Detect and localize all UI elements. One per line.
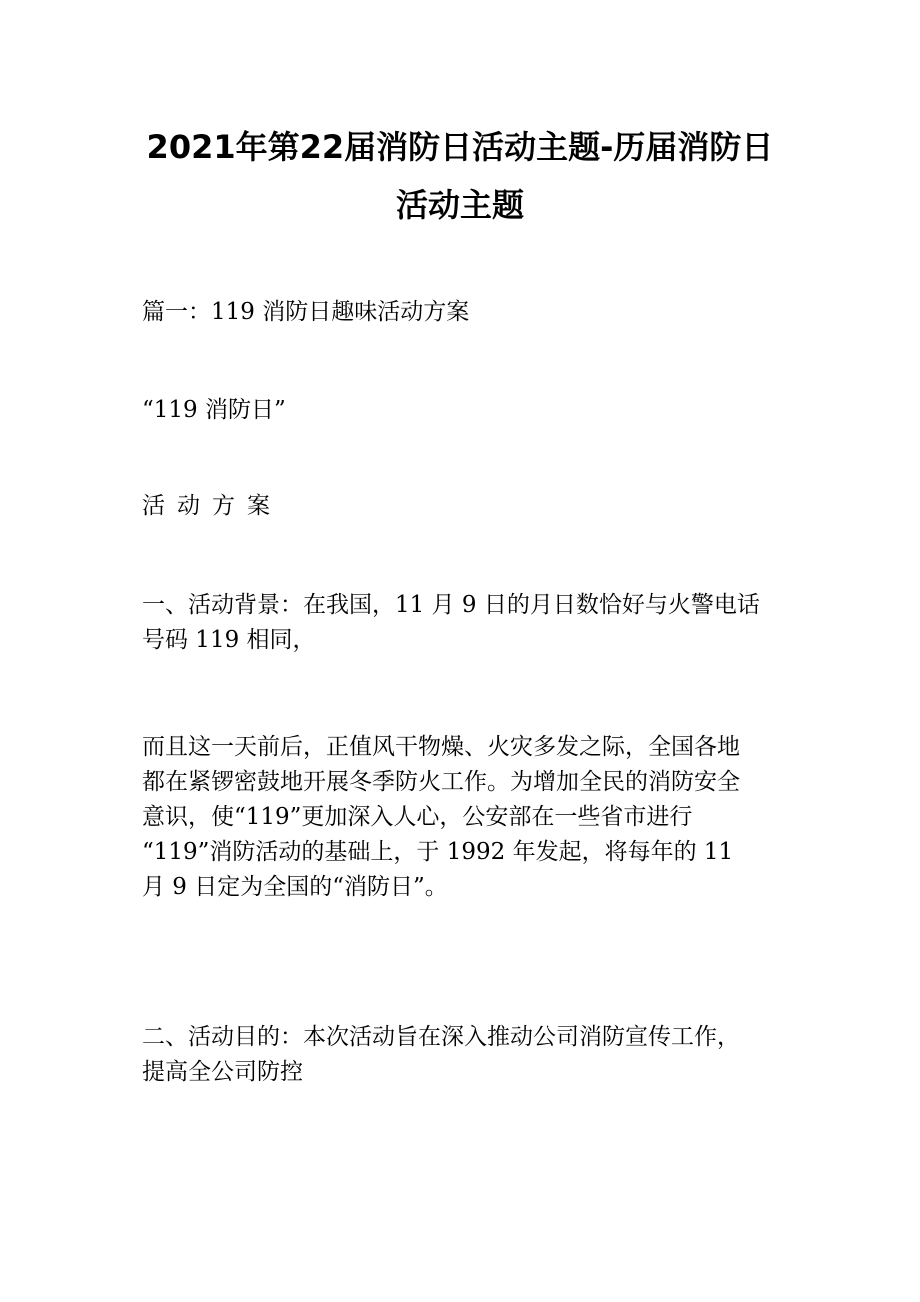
paragraph-line: 号码 119 相同，: [142, 627, 316, 653]
document-title: [60, 118, 860, 234]
paragraph-line: 篇一：119 消防日趣味活动方案: [142, 299, 470, 325]
paragraph-line: “119”消防活动的基础上，于 1992 年发起，将每年的 11: [142, 839, 734, 865]
paragraph-line: 提高全公司防控: [142, 1059, 303, 1085]
paragraph-quote-title: [142, 393, 792, 428]
paragraph-line: 意识，使“119”更加深入人心，公安部在一些省市进行: [142, 804, 693, 830]
paragraph-line: 都在紧锣密鼓地开展冬季防火工作。为增加全民的消防安全: [142, 769, 740, 795]
paragraph-purpose: [142, 1020, 792, 1090]
title-line-1: 2021年第22届消防日活动主题-历届消防日: [146, 128, 774, 166]
paragraph-background: [142, 588, 792, 658]
title-line-2: 活动主题: [395, 186, 524, 224]
paragraph-line: 而且这一天前后，正值风干物燥、火灾多发之际，全国各地: [142, 734, 740, 760]
paragraph-heading-part-one: [142, 295, 792, 330]
paragraph-background-detail: [142, 730, 792, 905]
paragraph-plan-label: [142, 489, 792, 524]
paragraph-line: 二、活动目的：本次活动旨在深入推动公司消防宣传工作，: [142, 1024, 740, 1050]
paragraph-line: 活动方案: [142, 493, 282, 519]
paragraph-line: 月 9 日定为全国的“消防日”。: [142, 874, 448, 900]
paragraph-line: 一、活动背景：在我国，11 月 9 日的月日数恰好与火警电话: [142, 592, 760, 618]
paragraph-line: “119 消防日”: [142, 397, 286, 423]
